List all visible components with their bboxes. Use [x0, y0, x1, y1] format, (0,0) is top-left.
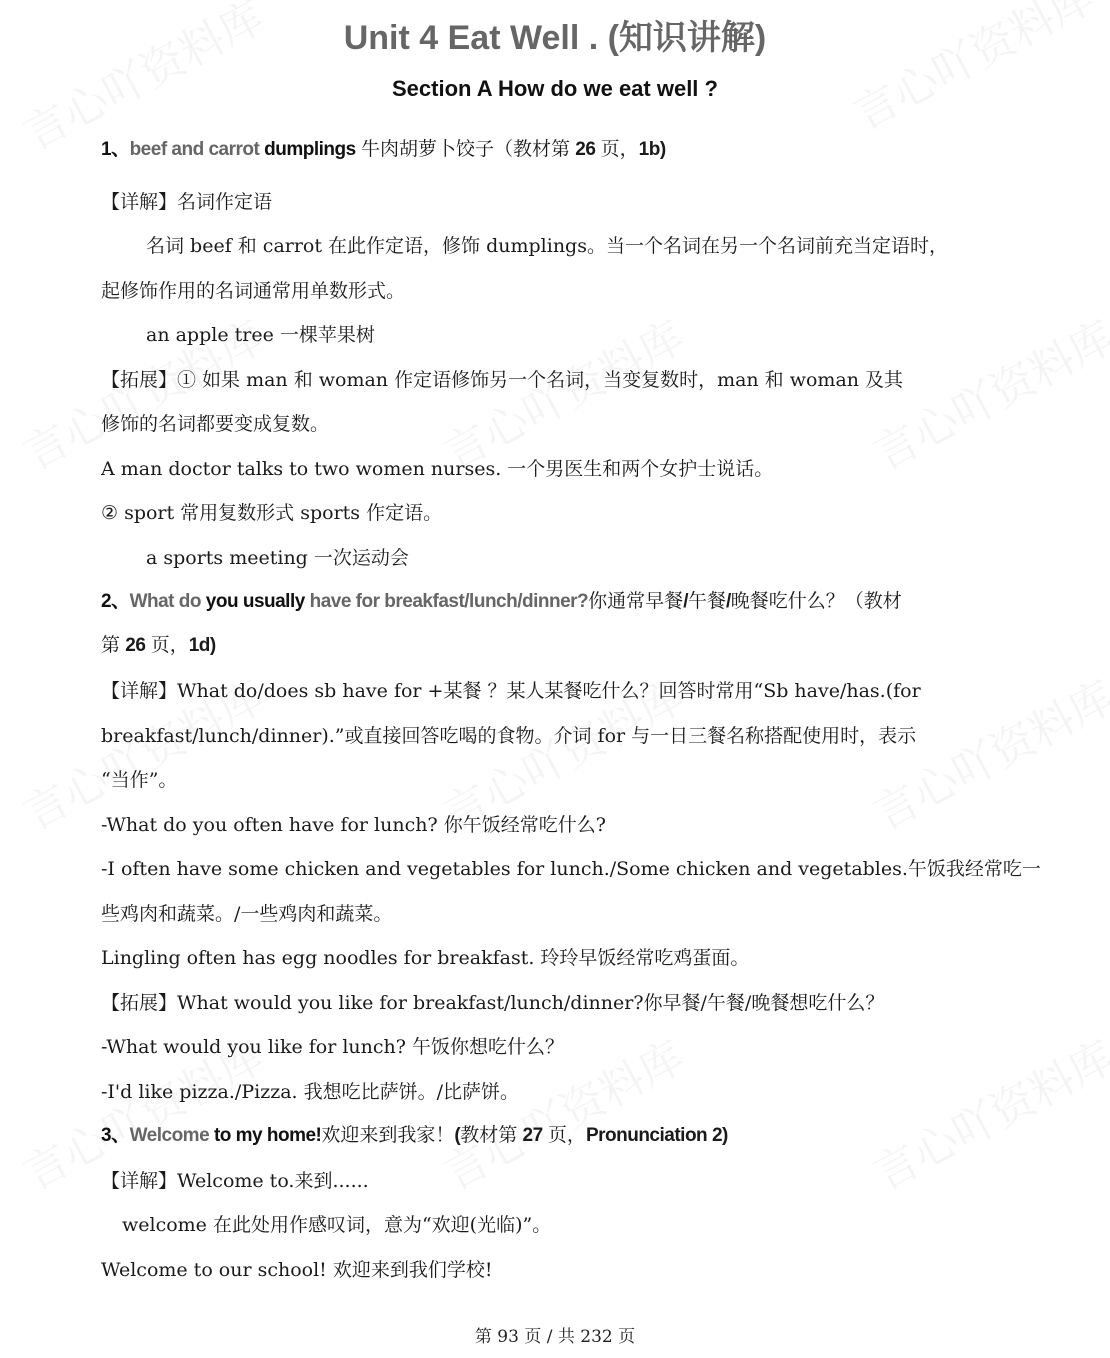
- heading-cn: 页，: [145, 635, 189, 656]
- text-line: ② sport 常用复数形式 sports 作定语。: [101, 502, 443, 524]
- bracket: (: [454, 1125, 461, 1146]
- exercise-ref: 1d): [188, 635, 216, 656]
- text-line: 修饰的名词都要变成复数。: [101, 413, 330, 435]
- phrase-part: beef and carrot: [129, 139, 265, 160]
- heading-cn: 欢迎来到我家！: [321, 1125, 455, 1146]
- heading-cn: 牛肉胡萝卜饺子（教材第: [355, 139, 576, 160]
- page-ref: 26: [575, 139, 596, 160]
- text-line: “当作”。: [101, 769, 178, 791]
- heading-cn: 页，: [595, 139, 639, 160]
- text-line: 【拓展】What would you like for breakfast/lunch/dinner?你早餐/午餐/晚餐想吃什么？: [101, 992, 885, 1014]
- point-2-heading-cont: [101, 633, 216, 659]
- page-footer: 第 93 页 / 共 232 页: [474, 1327, 636, 1347]
- example-line: Lingling often has egg noodles for breakfast. 玲玲早饭经常吃鸡蛋面。: [101, 947, 750, 969]
- text-line: 【详解】名词作定语: [101, 191, 273, 213]
- heading-cn: 教材第: [460, 1125, 523, 1146]
- text-line: 起修饰作用的名词通常用单数形式。: [101, 280, 406, 302]
- exercise-ref: Pronunciation 2): [585, 1125, 728, 1146]
- heading-cn: 页，: [542, 1125, 586, 1146]
- text-line: 【详解】Welcome to.来到......: [101, 1170, 369, 1192]
- phrase-part: to my home!: [213, 1125, 322, 1146]
- example-line: -What would you like for lunch? 午饭你想吃什么？: [101, 1036, 565, 1058]
- point-number: 1、: [101, 139, 130, 160]
- example-line: an apple tree 一棵苹果树: [146, 324, 375, 346]
- text-line: 【拓展】① 如果 man 和 woman 作定语修饰另一个名词，当变复数时，man 和 woman 及其: [101, 369, 904, 391]
- point-2-heading: [101, 589, 902, 615]
- text-line: breakfast/lunch/dinner).”或直接回答吃喝的食物。介词 for 与一日三餐名称搭配使用时，表示: [101, 725, 917, 747]
- point-number: 3、: [101, 1125, 130, 1146]
- page-title: Unit 4 Eat Well . (知识讲解): [343, 19, 767, 57]
- heading-cn: 你通常早餐: [588, 591, 684, 612]
- point-number: 2、: [101, 591, 130, 612]
- text-line: 名词 beef 和 carrot 在此作定语，修饰 dumplings。当一个名词在另一个名词前充当定语时，: [146, 235, 948, 257]
- phrase-part: What do: [129, 591, 206, 612]
- text-line: 【详解】What do/does sb have for +某餐 ？某人某餐吃什么？回答时常用“Sb have/has.(for: [101, 680, 921, 702]
- slash: /: [725, 591, 731, 612]
- page-ref: 26: [125, 635, 146, 656]
- point-1-heading: [101, 137, 666, 163]
- example-line: Welcome to our school! 欢迎来到我们学校!: [101, 1259, 493, 1281]
- example-line: -I often have some chicken and vegetables for lunch./Some chicken and vegetables.午饭我经常吃一: [101, 858, 1041, 880]
- heading-cn: 第: [101, 635, 126, 656]
- exercise-ref: 1b): [638, 139, 666, 160]
- example-line: 些鸡肉和蔬菜。/一些鸡肉和蔬菜。: [101, 903, 393, 925]
- phrase-part: Welcome: [129, 1125, 214, 1146]
- example-line: A man doctor talks to two women nurses. 一个男医生和两个女护士说话。: [101, 458, 774, 480]
- example-line: -I'd like pizza./Pizza. 我想吃比萨饼。/比萨饼。: [101, 1081, 520, 1103]
- watermark: [860, 1022, 1110, 1202]
- page-ref: 27: [522, 1125, 543, 1146]
- section-title: Section A How do we eat well ?: [392, 76, 718, 101]
- slash: /: [683, 591, 688, 612]
- phrase-part: dumplings: [264, 139, 356, 160]
- example-line: a sports meeting 一次运动会: [146, 547, 409, 569]
- phrase-part: have for breakfast/lunch/dinner?: [309, 591, 589, 612]
- point-3-heading: [101, 1123, 728, 1149]
- heading-cn: 午餐: [687, 591, 726, 612]
- heading-cn: 晚餐吃什么？（教材: [730, 591, 902, 612]
- example-line: -What do you often have for lunch? 你午饭经常吃什么?: [101, 814, 606, 836]
- text-line: welcome 在此处用作感叹词，意为“欢迎(光临)”。: [122, 1214, 552, 1236]
- phrase-part: you usually: [205, 591, 310, 612]
